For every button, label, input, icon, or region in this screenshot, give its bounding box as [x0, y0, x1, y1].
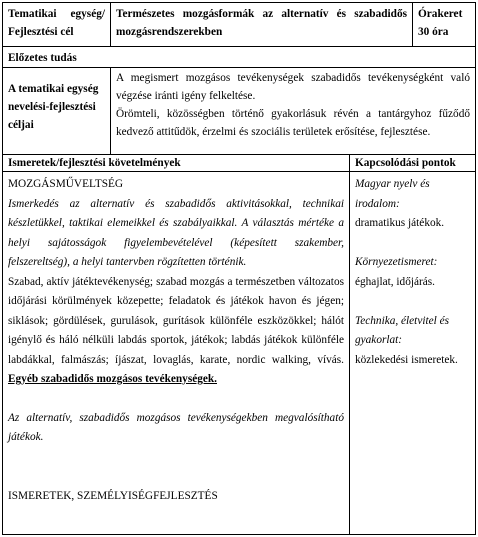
- goals-paragraph: A megismert mozgásos tevékenységek szabadidős tevékenységként való végzése iránti igény felkeltése.: [116, 72, 470, 102]
- requirements-content: [3, 172, 349, 534]
- blank-line: [355, 292, 470, 312]
- prior-knowledge-label: Előzetes tudás: [8, 52, 77, 64]
- curriculum-table: [2, 2, 476, 535]
- connection-subject: Magyar nyelv és irodalom:: [355, 178, 430, 210]
- requirements-header: Ismeretek/fejlesztési követelmények: [8, 157, 181, 169]
- intro-text: Ismerkedés az alternatív és szabadidős aktivitásokkal, technikai készletükkel, taktikai elemeikkel és szabályaikkal. A választás mértéke a helyi sajátosságok figyelembevételével (képesített szakember, felszereltség), a helyi tantervben rögzítetten történik.: [8, 197, 344, 268]
- goals-paragraph: Örömteli, közösségben történő gyakorlásuk révén a tantárgyhoz fűződő kedvező attitűdök, érzelmi és szociális területek erősítése, fejlesztése.: [116, 108, 470, 138]
- blank-line: [355, 234, 470, 254]
- connection-subject: Környezetismeret:: [355, 256, 438, 268]
- connection-topic: közlekedési ismeretek.: [355, 353, 458, 366]
- connection-topic: dramatikus játékok.: [355, 217, 445, 229]
- connection-topic: éghajlat, időjárás.: [355, 275, 435, 288]
- activities-text: [8, 273, 344, 390]
- other-activities: Egyéb szabadidős mozgásos tevékenységek.: [8, 373, 217, 385]
- activities-list: Szabad, aktív játéktevékenység; szabad mozgás a természetben változatos időjárási körülmények közepette; feladatok és játékok havon és jégen; siklások; gördülések, gurulások, gurítások különféle eszközökkel; hálót igénylő és háló nélküli labdás sportok, játékok; labdás játékok különféle labdákkal, falmászás; íjászat, lovaglás, karate, nordic walking, vívás.: [8, 275, 344, 366]
- bottom-title: ISMERETEK, SZEMÉLYISÉGFEJLESZTÉS: [8, 489, 218, 502]
- games-text: Az alternatív, szabadidős mozgásos tevékenységekben megvalósítható játékok.: [8, 411, 344, 443]
- connections-content: [350, 172, 475, 534]
- hours-label: Órakeret 30 óra: [418, 8, 463, 38]
- connection-subject: Technika, életvitel és gyakorlat:: [355, 314, 450, 346]
- blank-line: [8, 390, 344, 409]
- section-title: MOZGÁSMŰVELTSÉG: [8, 178, 124, 190]
- unit-label: Tematikai egység/ Fejlesztési cél: [8, 8, 105, 38]
- connections-header: Kapcsolódási pontok: [355, 157, 456, 169]
- goals-text: [111, 68, 475, 154]
- goals-label: A tematikai egység nevelési-fejlesztési céljai: [8, 83, 99, 131]
- blank-line: [8, 448, 344, 487]
- unit-title: Természetes mozgásformák az alternatív és szabadidős mozgásrendszerekben: [116, 8, 407, 38]
